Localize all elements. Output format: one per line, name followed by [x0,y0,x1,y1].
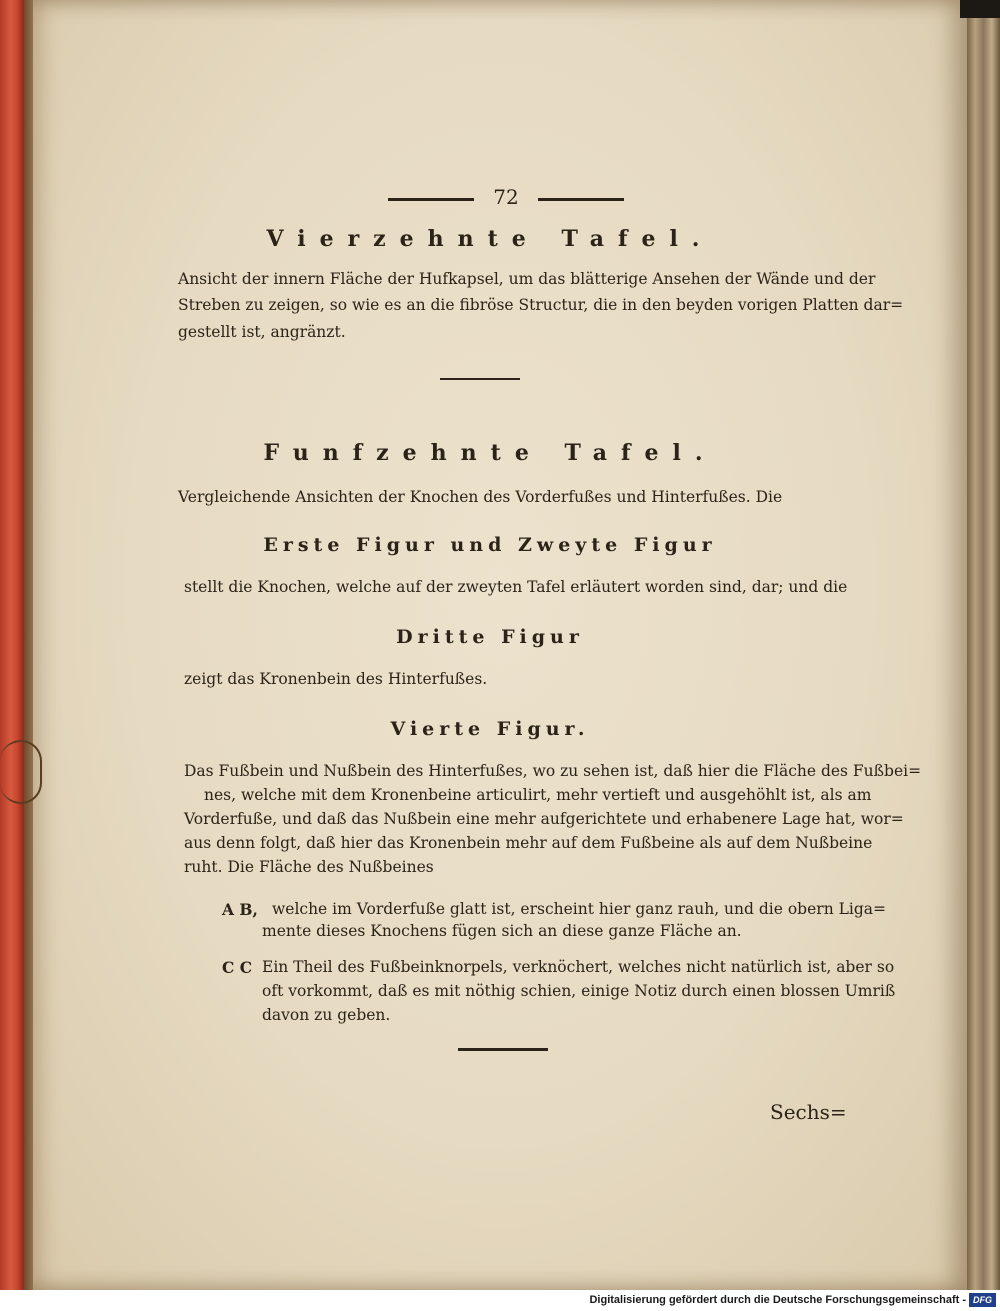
text-line: Vorderfuße, und daß das Nußbein eine mehr aufgerichtete und erhabenere Lage hat, wor= [184,810,904,828]
page-number [388,187,624,213]
folio-rule-left [388,198,474,201]
text-line: mente dieses Knochens fügen sich an diese ganze Fläche an. [262,922,742,940]
page-number-text: 72 [493,185,519,209]
text-line: oft vorkommt, daß es mit nöthig schien, einige Notiz durch einen blossen Umriß [262,982,896,1000]
text-line: nes, welche mit dem Kronenbeine articulirt, mehr vertieft und ausgehöhlt ist, als am [204,786,872,804]
book-spine [967,0,1000,1290]
text-line: Ein Theil des Fußbeinknorpels, verknöchert, welches nicht natürlich ist, aber so [262,958,895,976]
section-divider [440,378,520,380]
footer-credit: Digitalisierung gefördert durch die Deutsche Forschungsgemeinschaft - [589,1294,966,1306]
end-divider [458,1048,548,1051]
book-edge-left [0,0,24,1290]
text-line: davon zu geben. [262,1006,391,1024]
text-line: welche im Vorderfuße glatt ist, erscheint hier ganz rauh, und die obern Liga= [272,900,886,918]
heading-figur-1-2: Erste Figur und Zweyte Figur [263,534,717,556]
bookmark-ribbon [0,740,42,804]
digitization-footer [0,1290,1000,1311]
heading-tafel-14: Vierzehnte Tafel. [266,226,714,252]
intro-text: Vergleichende Ansichten der Knochen des Vorderfußes und Hinterfußes. Die [178,488,783,506]
text-line: stellt die Knochen, welche auf der zweyten Tafel erläutert worden sind, dar; und die [184,578,848,596]
heading-figur-3: Dritte Figur [396,626,584,648]
item-label-ab: A B, [222,900,258,919]
item-label-cc: C C [222,958,253,977]
text-line: aus denn folgt, daß hier das Kronenbein mehr auf dem Fußbeine als auf dem Nußbeine [184,834,873,852]
heading-tafel-15: Funfzehnte Tafel. [263,440,717,466]
text-line: zeigt das Kronenbein des Hinterfußes. [184,670,488,688]
text-line: Das Fußbein und Nußbein des Hinterfußes, wo zu sehen ist, daß hier die Fläche des Fußbei= [184,762,922,780]
text-line: Ansicht der innern Fläche der Hufkapsel, um das blätterige Ansehen der Wände und der [178,270,876,288]
dfg-logo-icon: DFG [969,1293,996,1307]
text-line: ruht. Die Fläche des Nußbeines [184,858,434,876]
folio-rule-right [538,198,624,201]
text-line: Streben zu zeigen, so wie es an die fibröse Structur, die in den beyden vorigen Platten dar= [178,296,904,314]
catchword: Sechs= [770,1100,847,1124]
heading-figur-4: Vierte Figur. [390,718,590,740]
spine-shadow [960,0,1000,18]
text-line: gestellt ist, angränzt. [178,323,346,341]
